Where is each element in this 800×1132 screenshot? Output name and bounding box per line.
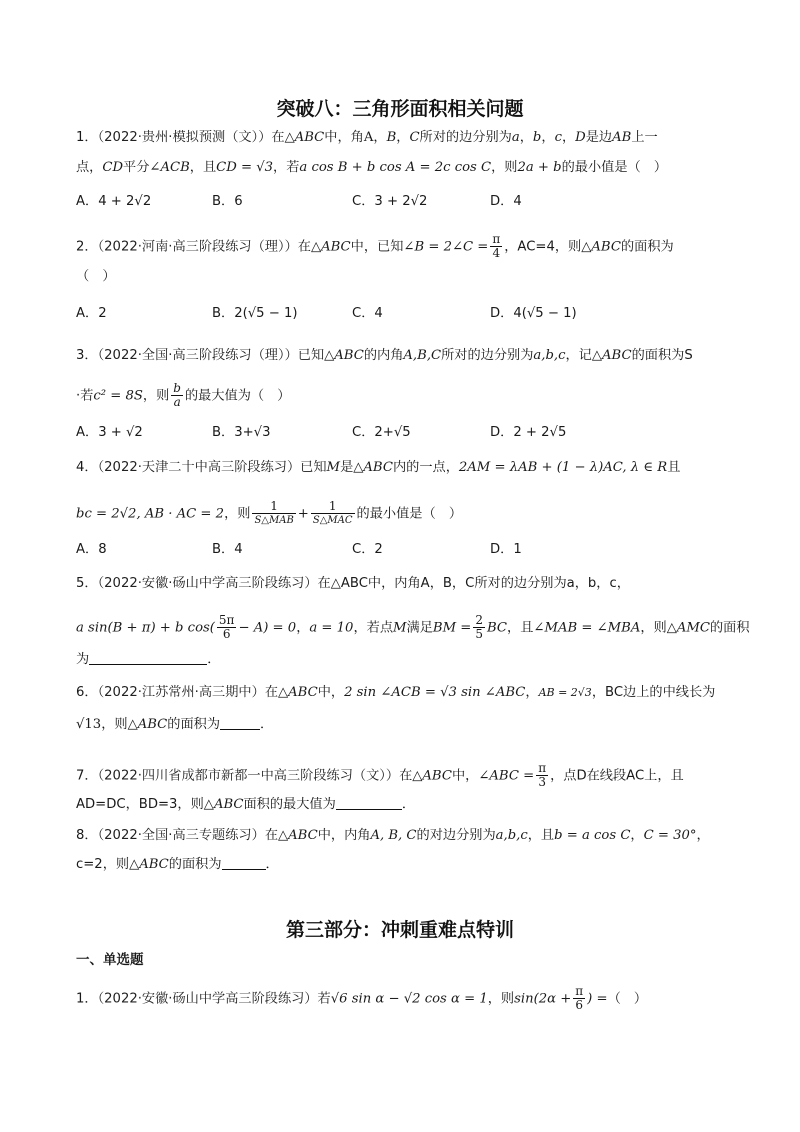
math: − A) = 0 [238, 620, 297, 636]
question-4-line-2: bc = 2√2, AB · AC = 2，则 $\frac{1}{\text{S△MAB}}$ + $\frac{1}{\text{S△MAC}}$ 的最小值是（ ） [76, 499, 463, 526]
text: ，记 [565, 348, 592, 363]
question-source: （2022·安徽·砀山中学高三阶段练习） [97, 576, 318, 591]
option-b: B．3+√3 [212, 425, 271, 440]
math: ∠B = 2∠C = [403, 239, 489, 255]
math: b [532, 130, 542, 145]
math: B [386, 130, 397, 145]
fraction [490, 233, 502, 260]
question-number: 1． [76, 991, 98, 1007]
numerator: π [492, 232, 501, 246]
math: △ABC [203, 797, 244, 812]
text: （ ） [607, 991, 648, 1007]
text: ，则 [640, 620, 667, 636]
text: ·若 [76, 388, 94, 404]
text: 已知 [300, 460, 327, 475]
question-5-line-3 [76, 650, 220, 670]
text: 在 [399, 768, 413, 784]
math: a sin(B + π) + b cos( [76, 620, 215, 636]
math: c² = 8S [93, 388, 143, 404]
question-source: （2022·河南·高三阶段练习（理）） [97, 239, 298, 255]
text: ，则 [101, 717, 128, 732]
question-8-line-2 [76, 855, 279, 875]
text: 的面积 [710, 620, 750, 636]
math: c [554, 130, 562, 145]
text: ， [541, 130, 555, 145]
math: A,B,C [403, 348, 442, 363]
numerator: 1 [252, 500, 295, 514]
question-3-line-1 [76, 346, 693, 366]
text: 的最大值为（ ） [184, 388, 291, 404]
math: M [326, 460, 341, 475]
text: 中， [317, 685, 345, 700]
text: 中， [451, 768, 479, 784]
question-number: 1． [76, 130, 98, 145]
option-b: B．6 [212, 194, 243, 209]
question-number: 4． [76, 460, 98, 475]
answer-blank[interactable] [220, 715, 260, 730]
math: sin(2α + [514, 991, 572, 1007]
denominator: 6 [222, 627, 231, 641]
math: C [409, 130, 420, 145]
text: ． [260, 717, 274, 732]
math: bc = 2√2, AB · AC = 2 [76, 506, 225, 522]
math: ∠ACB [149, 160, 190, 175]
answer-blank[interactable] [336, 795, 402, 810]
option-d: D．2 + 2√5 [490, 425, 567, 440]
text: 为 [76, 652, 90, 667]
math: △ABC [581, 239, 621, 255]
numerator: π [538, 761, 547, 775]
option-c: C．3 + 2√2 [352, 194, 428, 209]
math: √6 sin α − √2 cos α = 1 [330, 991, 488, 1007]
question-2-line-1 [76, 233, 674, 260]
text: ，AC=4，则 [504, 239, 582, 255]
math: ) = [587, 991, 608, 1007]
option-a: A．8 [76, 542, 107, 557]
math: √13 [76, 717, 102, 732]
text: ，点D在线段AC上，且 [550, 768, 684, 784]
question-number: 5． [76, 576, 98, 591]
question-number: 2． [76, 239, 98, 255]
text: ，若 [273, 160, 300, 175]
question-number: 8． [76, 828, 98, 843]
fraction [171, 382, 183, 409]
question-8-line-1 [76, 826, 710, 846]
text: ， [373, 130, 387, 145]
question-5-line-1 [76, 574, 630, 594]
fraction [573, 985, 585, 1012]
answer-blank[interactable] [89, 650, 207, 665]
math: a cos B + b cos A = 2c cos C [299, 160, 492, 175]
denominator: a [173, 395, 181, 409]
text: 平分 [123, 160, 150, 175]
text: c=2，则 [76, 857, 130, 872]
practice-1-line-1 [76, 985, 647, 1012]
text: 的面积为 [620, 239, 674, 255]
math: △ABC [324, 348, 364, 363]
math: D [575, 130, 586, 145]
math: A [363, 130, 374, 145]
math: AB = 2√3 [538, 686, 592, 699]
question-1-line-1 [76, 128, 658, 148]
numerator: 5π [218, 613, 235, 627]
math: ∠MAB = ∠MBA [533, 620, 641, 636]
text: 内的一点， [392, 460, 459, 475]
question-source: （2022·江苏常州·高三期中） [97, 685, 265, 700]
text: 在 [264, 685, 278, 700]
text: 的最小值是（ ） [561, 160, 668, 175]
text: ，则 [224, 506, 251, 522]
text: 上一 [631, 130, 658, 145]
option-c: C．4 [352, 306, 383, 321]
text: 的内角 [363, 348, 404, 363]
denominator: 6 [575, 998, 584, 1012]
text: ． [265, 857, 279, 872]
math: 2a + b [517, 160, 562, 175]
denominator: S△MAC [312, 515, 353, 526]
text: 的面积为 [168, 857, 222, 872]
math: BM = [432, 620, 472, 636]
text: ，且 [527, 828, 555, 843]
question-1-line-2 [76, 158, 667, 178]
part-heading: 第三部分：冲刺重难点特训 [285, 919, 514, 941]
fraction [536, 762, 548, 789]
question-number: 3． [76, 348, 98, 363]
text: 所对的边分别为 [441, 348, 534, 363]
text: 且 [667, 460, 681, 475]
fraction [473, 614, 485, 641]
denominator: 4 [492, 246, 501, 260]
math: A, B, C [370, 828, 417, 843]
section-label: 一、单选题 [76, 952, 144, 968]
math: △ABC [591, 348, 632, 363]
math: C = 30° [643, 828, 697, 843]
text: ， [296, 620, 310, 636]
text: ． [401, 797, 415, 812]
question-6-line-1 [76, 683, 715, 703]
text: 的最小值是（ ） [356, 506, 463, 522]
answer-blank[interactable] [222, 855, 266, 870]
option-a: A．4 + 2√2 [76, 194, 152, 209]
math: △ABC [284, 130, 325, 145]
math: a,b,c [495, 828, 528, 843]
question-number: 7． [76, 768, 98, 784]
math: BC [486, 620, 508, 636]
question-7-line-1 [76, 762, 684, 789]
text: ，则 [142, 388, 170, 404]
math: ∠ABC = [478, 768, 535, 784]
text: 中，已知 [350, 239, 404, 255]
question-source: （2022·天津二十中高三阶段练习） [97, 460, 301, 475]
question-4-line-1 [76, 458, 680, 478]
text: 是 [340, 460, 354, 475]
math: △ABC [129, 857, 169, 872]
text: 面积的最大值为 [243, 797, 336, 812]
option-d: D．4 [490, 194, 522, 209]
math: 2AM = λAB + (1 − λ)AC, λ ∈ R [458, 460, 668, 475]
math: 2 sin ∠ACB = √3 sin ∠ABC [344, 685, 526, 700]
numerator: 2 [475, 613, 483, 627]
text: 是边 [585, 130, 613, 145]
text: 的面积为S [631, 348, 693, 363]
text: 在 [264, 828, 278, 843]
option-b: B．4 [212, 542, 243, 557]
math: a = 10 [309, 620, 354, 636]
math: △ABC [353, 460, 393, 475]
question-source: （2022·贵州·模拟预测（文）） [97, 130, 272, 145]
text: ，且 [189, 160, 217, 175]
text: ，且 [507, 620, 534, 636]
fraction [252, 500, 295, 527]
text: 在 [271, 130, 285, 145]
question-7-line-2 [76, 795, 415, 815]
text: 在 [297, 239, 311, 255]
text: ，则 [491, 160, 518, 175]
text: ，BC边上的中线长为 [591, 685, 716, 700]
question-5-line-2 [76, 614, 750, 641]
text: ． [207, 652, 221, 667]
math: △AMC [666, 620, 710, 636]
text: 中，角 [324, 130, 364, 145]
question-source: （2022·安徽·砀山中学高三阶段练习） [97, 991, 318, 1007]
text: ，则 [487, 991, 515, 1007]
question-source: （2022·四川省成都市新都一中高三阶段练习（文）） [97, 768, 400, 784]
option-d: D．4(√5 − 1) [490, 306, 577, 321]
text: ， [696, 828, 710, 843]
text: 满足 [406, 620, 433, 636]
numerator: 1 [311, 500, 355, 514]
math: △ABC [127, 717, 168, 732]
text: 已知 [297, 348, 325, 363]
text: ，若点 [353, 620, 394, 636]
question-number: 6． [76, 685, 98, 700]
option-c: C．2+√5 [352, 425, 411, 440]
fraction [217, 614, 237, 641]
question-source: （2022·全国·高三阶段练习（理）） [97, 348, 298, 363]
numerator: b [173, 381, 181, 395]
option-b: B．2(√5 − 1) [212, 306, 298, 321]
math: △ABC [278, 685, 318, 700]
math: CD = √3 [216, 160, 274, 175]
text: ， [525, 685, 539, 700]
denominator: 3 [538, 775, 546, 789]
section-heading: 突破八：三角形面积相关问题 [276, 98, 524, 120]
fraction [311, 500, 355, 527]
text: ， [561, 130, 576, 145]
math: M [393, 620, 407, 636]
text: 在△ABC中，内角A，B，C所对的边分别为a，b，c， [317, 576, 630, 591]
text: ， [630, 828, 644, 843]
text: 的面积为 [167, 717, 221, 732]
text: 中，内角 [317, 828, 371, 843]
question-source: （2022·全国·高三专题练习） [97, 828, 265, 843]
math: a,b,c [533, 348, 566, 363]
math: △ABC [278, 828, 318, 843]
text: AD=DC，BD=3，则 [76, 797, 204, 812]
math: △ABC [310, 239, 351, 255]
option-a: A．3 + √2 [76, 425, 143, 440]
text: 的对边分别为 [416, 828, 496, 843]
question-6-line-2 [76, 715, 273, 735]
text: ， [519, 130, 533, 145]
option-d: D．1 [490, 542, 522, 557]
text: 若 [317, 991, 331, 1007]
text: ， [396, 130, 410, 145]
question-2-line-2: （ ） [76, 269, 116, 284]
denominator: S△MAB [254, 515, 294, 526]
math: b = a cos C [554, 828, 631, 843]
denominator: 5 [475, 627, 483, 641]
math: CD [102, 160, 124, 175]
question-3-line-2 [76, 382, 290, 409]
option-a: A．2 [76, 306, 107, 321]
text: 所对的边分别为 [419, 130, 512, 145]
numerator: π [575, 984, 584, 998]
option-c: C．2 [352, 542, 383, 557]
math: a [511, 130, 520, 145]
math: △ABC [412, 768, 452, 784]
math: AB [612, 130, 632, 145]
text: 点， [76, 160, 103, 175]
